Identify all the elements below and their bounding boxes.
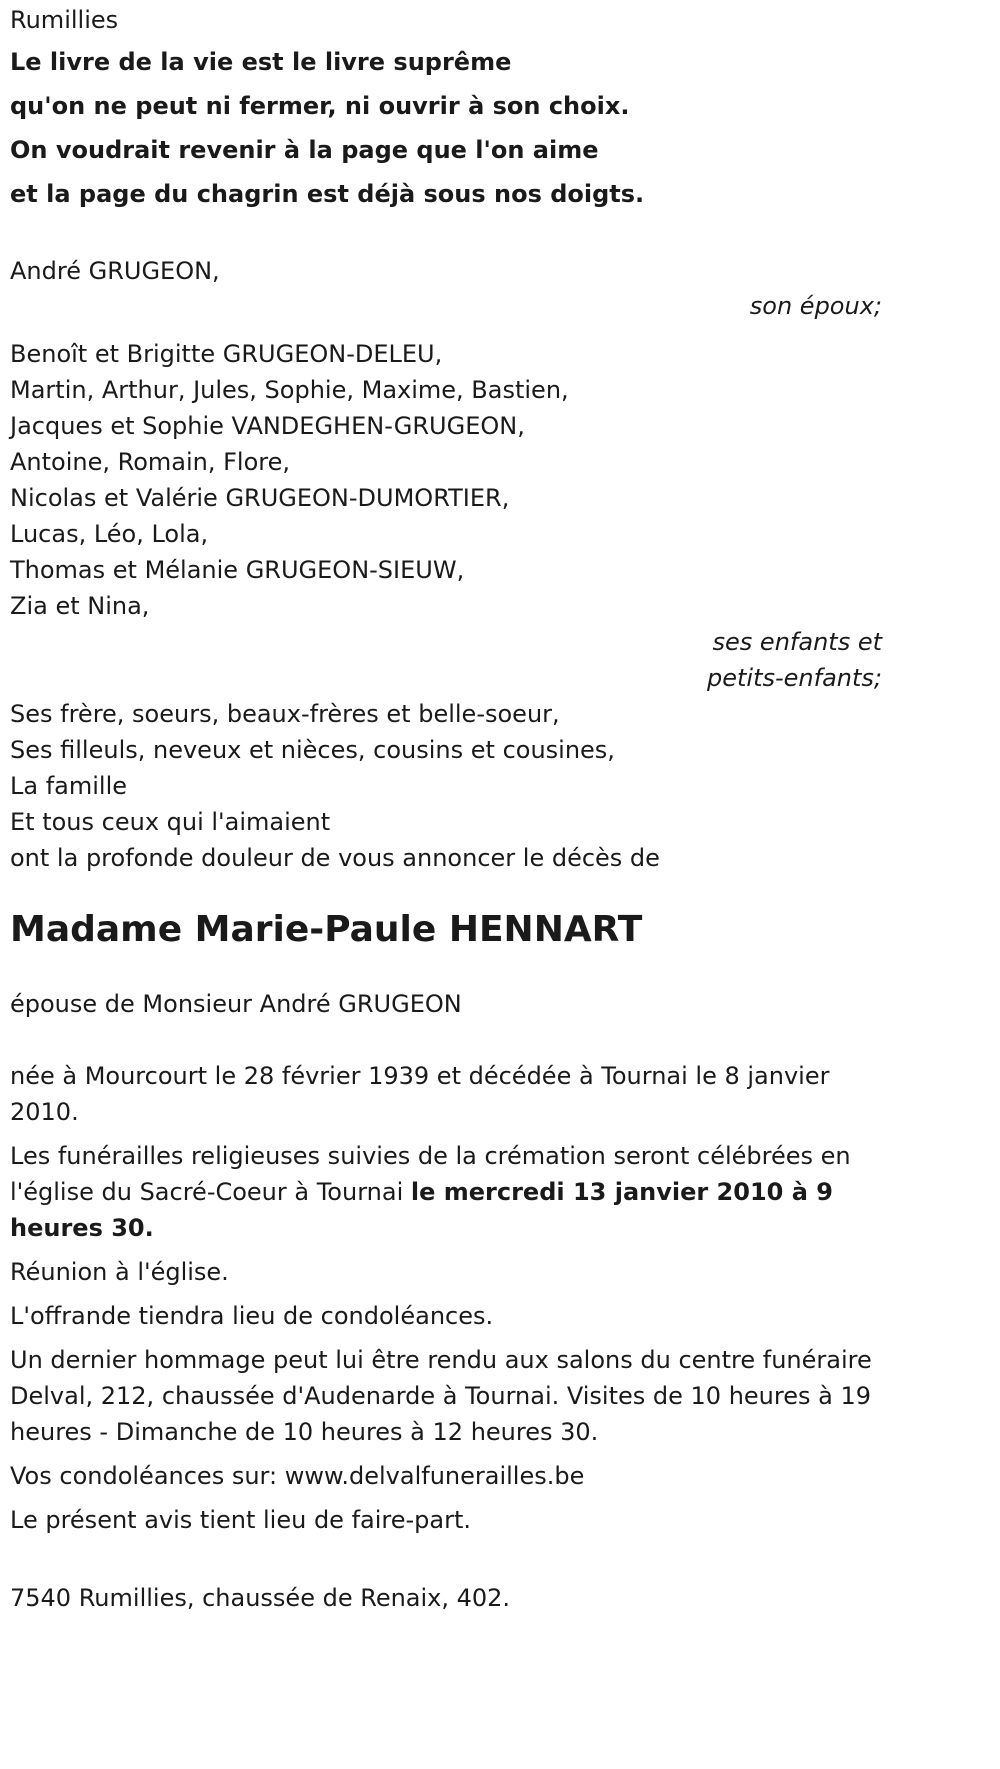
family-line: Martin, Arthur, Jules, Sophie, Maxime, Bastien, bbox=[10, 376, 569, 404]
offering-text: L'offrande tiendra lieu de condoléances. bbox=[10, 1302, 494, 1330]
family-line: Jacques et Sophie VANDEGHEN-GRUGEON, bbox=[10, 412, 525, 440]
spouse-role: son époux; bbox=[749, 292, 882, 320]
notice-text: Le présent avis tient lieu de faire-part. bbox=[10, 1506, 472, 1534]
meeting-text: Réunion à l'église. bbox=[10, 1258, 229, 1286]
family-line: Zia et Nina, bbox=[10, 592, 150, 620]
deceased-name: Madame Marie-Paule HENNART bbox=[10, 909, 643, 950]
family-line: Antoine, Romain, Flore, bbox=[10, 448, 291, 476]
family-line: Benoît et Brigitte GRUGEON-DELEU, bbox=[10, 340, 443, 368]
funeral-text bbox=[10, 1138, 890, 1246]
location-header: Rumillies bbox=[10, 6, 119, 34]
relatives-line: Ses filleuls, neveux et nièces, cousins et cousines, bbox=[10, 736, 615, 764]
relatives-line: La famille bbox=[10, 772, 128, 800]
poem-line: et la page du chagrin est déjà sous nos doigts. bbox=[10, 180, 645, 208]
family-line: Lucas, Léo, Lola, bbox=[10, 520, 209, 548]
funeral-datetime: le mercredi 13 janvier 2010 à 9 heures 30. bbox=[10, 1178, 833, 1242]
family-line: Thomas et Mélanie GRUGEON-SIEUW, bbox=[10, 556, 465, 584]
family-line: Nicolas et Valérie GRUGEON-DUMORTIER, bbox=[10, 484, 510, 512]
spouse-of: épouse de Monsieur André GRUGEON bbox=[10, 990, 462, 1018]
announcement-line: ont la profonde douleur de vous annoncer le décès de bbox=[10, 844, 660, 872]
address: 7540 Rumillies, chaussée de Renaix, 402. bbox=[10, 1584, 511, 1612]
visits-text: Un dernier hommage peut lui être rendu aux salons du centre funéraire Delval, 212, chaussée d'Audenarde à Tournai. Visites de 10 heures à 19 heures - Dimanche de 10 heures à 12 heures 30. bbox=[10, 1346, 872, 1446]
relatives-list bbox=[10, 696, 1000, 876]
children-role-line2: petits-enfants; bbox=[707, 664, 882, 692]
relatives-line: Ses frère, soeurs, beaux-frères et belle-soeur, bbox=[10, 700, 560, 728]
poem bbox=[10, 40, 1000, 216]
children-role-line1: ses enfants et bbox=[712, 628, 882, 656]
spouse-name: André GRUGEON, bbox=[10, 257, 220, 285]
funeral-intro: Les funérailles religieuses suivies de la crémation seront célébrées en l'église du Sacré-Coeur à Tournai bbox=[10, 1142, 851, 1206]
poem-line: On voudrait revenir à la page que l'on aime bbox=[10, 136, 599, 164]
relatives-line: Et tous ceux qui l'aimaient bbox=[10, 808, 331, 836]
condolences-text: Vos condoléances sur: www.delvalfunerailles.be bbox=[10, 1462, 585, 1490]
poem-line: Le livre de la vie est le livre suprême bbox=[10, 48, 512, 76]
children-list bbox=[10, 336, 1000, 624]
birth-death-text: née à Mourcourt le 28 février 1939 et décédée à Tournai le 8 janvier 2010. bbox=[10, 1062, 830, 1126]
poem-line: qu'on ne peut ni fermer, ni ouvrir à son choix. bbox=[10, 92, 630, 120]
